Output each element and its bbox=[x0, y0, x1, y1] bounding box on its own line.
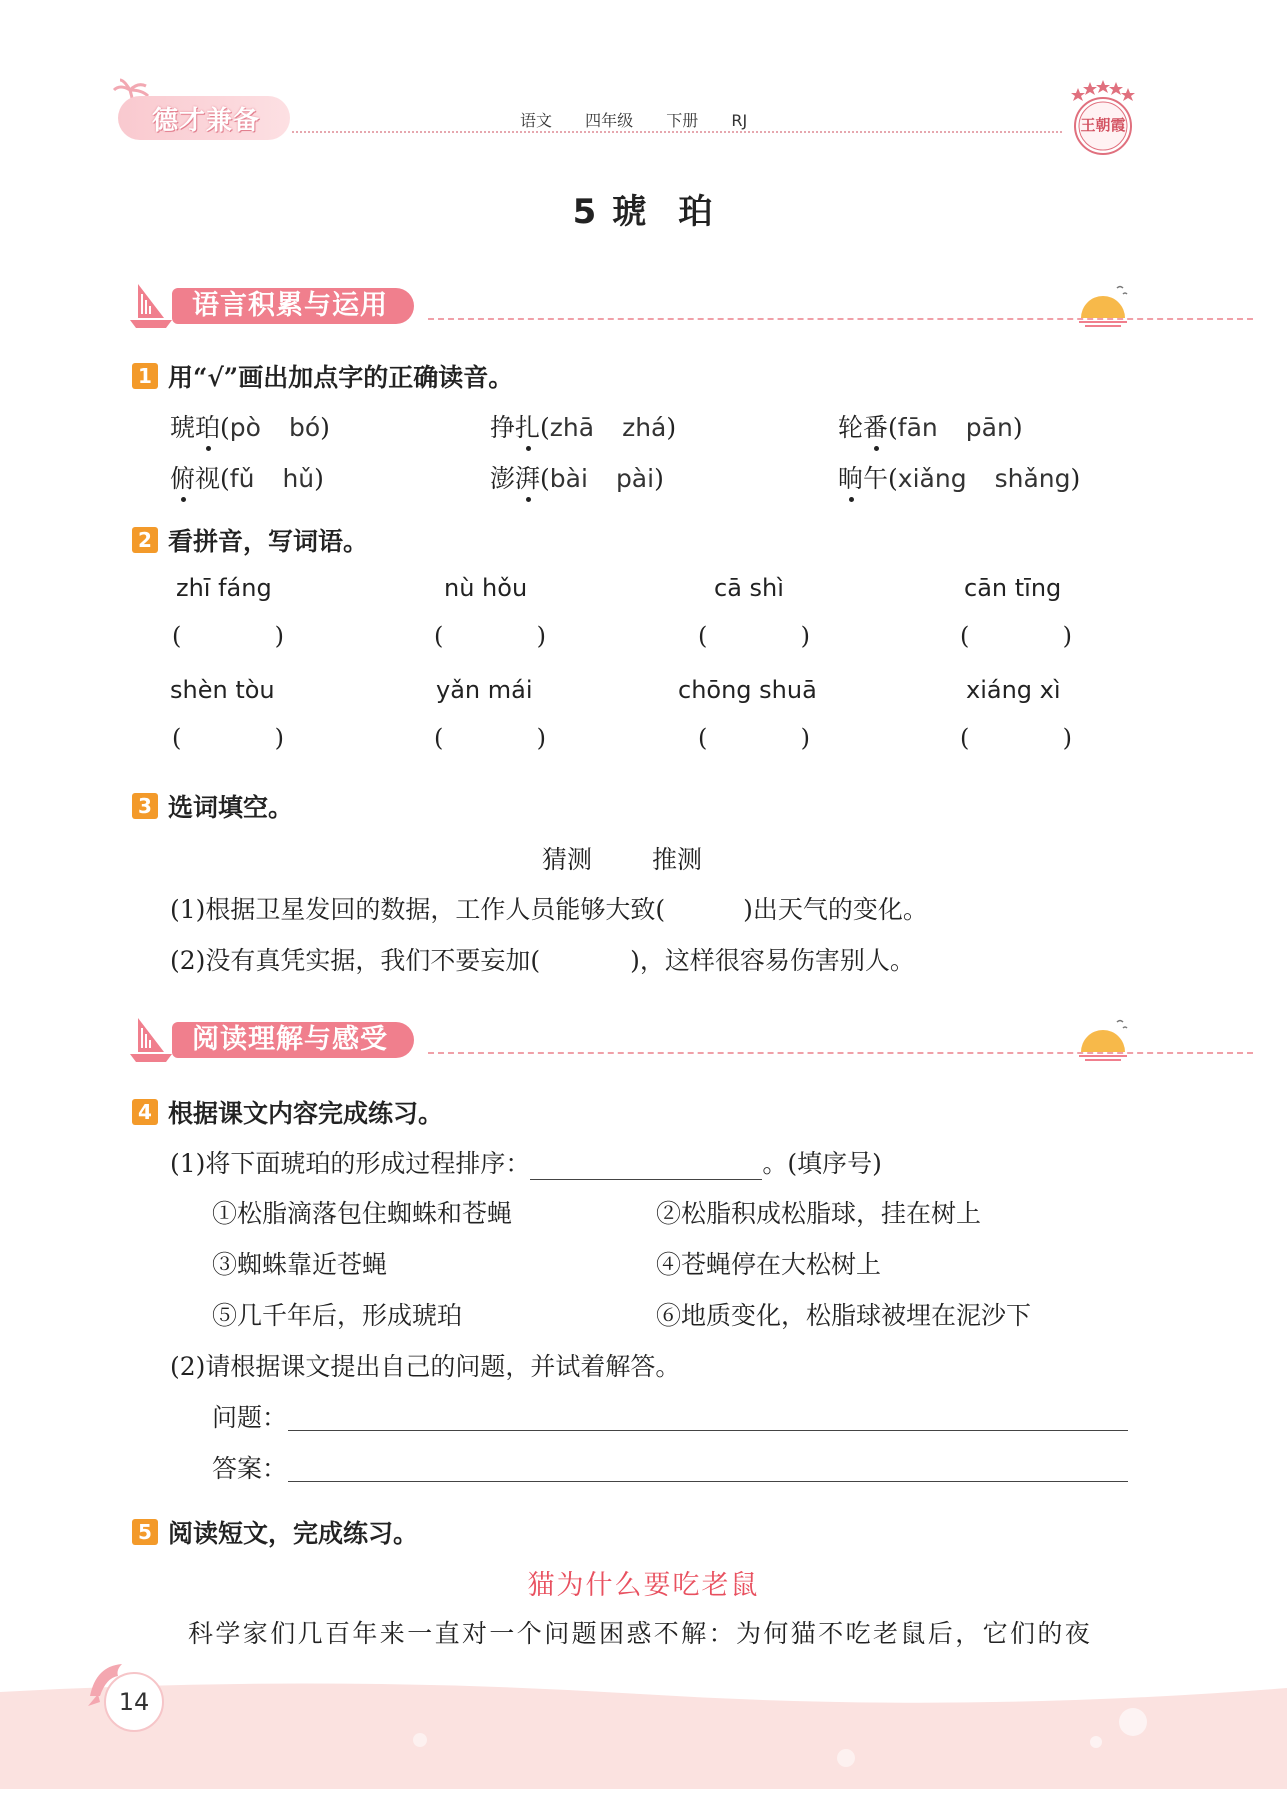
pinyin-prompt: nù hǒu bbox=[444, 574, 528, 602]
step-item: ③蜘蛛靠近苍蝇 bbox=[212, 1250, 388, 1279]
order-answer-line[interactable] bbox=[530, 1153, 762, 1180]
q1-item: 琥珀(pò bó) bbox=[170, 413, 330, 442]
q4-part-2: (2)请根据课文提出自己的问题，并试着解答。 bbox=[170, 1352, 681, 1381]
pinyin-prompt: yǎn mái bbox=[436, 676, 533, 704]
question-number: 2 bbox=[132, 527, 158, 553]
question-2 bbox=[132, 522, 368, 558]
q1-item: 俯视(fǔ hǔ) bbox=[170, 464, 324, 493]
header-meta bbox=[520, 108, 765, 131]
sunset-icon bbox=[1073, 282, 1133, 332]
question-label: 问题： bbox=[212, 1403, 288, 1432]
section-title-reading: 阅读理解与感受 bbox=[172, 1022, 414, 1058]
question-4 bbox=[132, 1094, 443, 1130]
lesson-title-char2: 珀 bbox=[678, 192, 715, 232]
q4-part-1 bbox=[170, 1144, 882, 1180]
sentence-text: (1)将下面琥珀的形成过程排序： bbox=[170, 1149, 531, 1178]
pinyin-option[interactable]: bài bbox=[549, 464, 588, 493]
question-number: 4 bbox=[132, 1099, 158, 1125]
pinyin-prompt: chōng shuā bbox=[678, 676, 817, 704]
answer-blank[interactable]: ( ) bbox=[960, 622, 1072, 650]
lesson-title bbox=[0, 184, 1287, 233]
page-footer bbox=[0, 1680, 1287, 1789]
question-text: 根据课文内容完成练习。 bbox=[168, 1099, 444, 1128]
footer-decoration-icon bbox=[0, 1680, 1287, 1789]
pinyin-option[interactable]: pài bbox=[615, 464, 655, 493]
dotted-char: 俯 bbox=[170, 464, 196, 493]
story-title: 猫为什么要吃老鼠 bbox=[527, 1570, 760, 1601]
word-char: 澎 bbox=[490, 464, 516, 493]
step-item: ⑤几千年后，形成琥珀 bbox=[212, 1301, 463, 1330]
teacher-seal bbox=[1066, 80, 1140, 160]
pinyin-prompt: zhī fáng bbox=[176, 574, 272, 602]
question-text: 选词填空。 bbox=[168, 793, 294, 822]
answer-blank[interactable]: ( ) bbox=[698, 724, 810, 752]
dotted-char: 珀 bbox=[195, 413, 221, 442]
q1-item: 轮番(fān pān) bbox=[838, 413, 1023, 442]
sentence-text: (2)没有真凭实据，我们不要妄加( bbox=[170, 946, 541, 975]
question-5 bbox=[132, 1514, 418, 1550]
dotted-char: 扎 bbox=[515, 413, 541, 442]
seal-text: 王朝霞 bbox=[1080, 116, 1126, 134]
answer-blank[interactable]: ( ) bbox=[434, 622, 546, 650]
word-char: 午 bbox=[863, 464, 889, 493]
q1-item: 澎湃(bài pài) bbox=[490, 464, 664, 493]
sentence-text: )，这样很容易伤害别人。 bbox=[630, 946, 915, 975]
lesson-title-char1: 琥 bbox=[612, 192, 649, 232]
question-number: 3 bbox=[132, 793, 158, 819]
sentence-text: (1)根据卫星发回的数据，工作人员能够大致( bbox=[170, 895, 666, 924]
word-choice: 推测 bbox=[652, 845, 703, 874]
word-choice: 猜测 bbox=[542, 845, 593, 874]
pinyin-option[interactable]: fǔ bbox=[229, 464, 255, 493]
pinyin-option[interactable]: zhā bbox=[549, 413, 595, 442]
word-char: 视 bbox=[195, 464, 221, 493]
q1-item: 挣扎(zhā zhá) bbox=[490, 413, 677, 442]
subject-label: 语文 bbox=[520, 111, 553, 130]
question-text: 阅读短文，完成练习。 bbox=[168, 1519, 419, 1548]
answer-blank[interactable]: ( ) bbox=[960, 724, 1072, 752]
pinyin-option[interactable]: shǎng bbox=[994, 464, 1071, 493]
step-item: ②松脂积成松脂球，挂在树上 bbox=[656, 1199, 982, 1228]
sentence-text: )出天气的变化。 bbox=[743, 895, 928, 924]
answer-blank[interactable]: ( ) bbox=[434, 724, 546, 752]
sunset-icon bbox=[1073, 1016, 1133, 1066]
page-number: 14 bbox=[104, 1672, 164, 1732]
answer-blank[interactable]: ( ) bbox=[172, 622, 284, 650]
sailboat-icon bbox=[128, 1014, 178, 1064]
pinyin-option[interactable]: pān bbox=[965, 413, 1013, 442]
pinyin-prompt: shèn tòu bbox=[170, 676, 275, 704]
answer-blank[interactable]: ( ) bbox=[172, 724, 284, 752]
pinyin-option[interactable]: pò bbox=[229, 413, 261, 442]
story-paragraph: 科学家们几百年来一直对一个问题困惑不解：为何猫不吃老鼠后，它们的夜 bbox=[188, 1619, 1093, 1648]
step-item: ①松脂滴落包住蜘蛛和苍蝇 bbox=[212, 1199, 513, 1228]
word-char: 挣 bbox=[490, 413, 516, 442]
volume-label: 下册 bbox=[666, 111, 699, 130]
question-text: 看拼音，写词语。 bbox=[168, 527, 369, 556]
brand-logo bbox=[118, 86, 290, 142]
pinyin-prompt: xiáng xì bbox=[966, 676, 1061, 704]
word-char: 琥 bbox=[170, 413, 196, 442]
question-text: 用“√”画出加点字的正确读音。 bbox=[168, 363, 514, 392]
pinyin-option[interactable]: hǔ bbox=[282, 464, 315, 493]
sentence-text: 。(填序号) bbox=[762, 1149, 882, 1178]
grade-label: 四年级 bbox=[585, 111, 634, 130]
section-title-language: 语言积累与运用 bbox=[172, 288, 414, 324]
word-bank bbox=[542, 840, 702, 876]
pinyin-option[interactable]: bó bbox=[288, 413, 321, 442]
lesson-number: 5 bbox=[572, 192, 599, 232]
pinyin-prompt: cān tīng bbox=[964, 574, 1062, 602]
section-header-reading bbox=[128, 1008, 1128, 1078]
pinyin-option[interactable]: xiǎng bbox=[897, 464, 967, 493]
question-number: 5 bbox=[132, 1519, 158, 1545]
question-answer-line[interactable] bbox=[288, 1430, 1128, 1431]
pinyin-prompt: cā shì bbox=[714, 574, 784, 602]
question-number: 1 bbox=[132, 363, 158, 389]
dotted-char: 番 bbox=[863, 413, 889, 442]
brand-text: 德才兼备 bbox=[152, 106, 261, 136]
dotted-char: 湃 bbox=[515, 464, 541, 493]
answer-line[interactable] bbox=[288, 1481, 1128, 1482]
question-3 bbox=[132, 788, 293, 824]
section-header-language bbox=[128, 274, 1128, 344]
word-char: 轮 bbox=[838, 413, 864, 442]
answer-label: 答案： bbox=[212, 1454, 288, 1483]
edition-label: RJ bbox=[731, 111, 748, 130]
header-divider bbox=[292, 131, 1062, 133]
step-item: ④苍蝇停在大松树上 bbox=[656, 1250, 882, 1279]
q3-sentence-2 bbox=[170, 941, 915, 977]
step-item: ⑥地质变化，松脂球被埋在泥沙下 bbox=[656, 1301, 1032, 1330]
dotted-char: 晌 bbox=[838, 464, 864, 493]
question-1 bbox=[132, 358, 513, 394]
sailboat-icon bbox=[128, 280, 178, 330]
pinyin-option[interactable]: zhá bbox=[622, 413, 667, 442]
q1-item: 晌午(xiǎng shǎng) bbox=[838, 464, 1081, 493]
pinyin-option[interactable]: fān bbox=[897, 413, 938, 442]
answer-blank[interactable]: ( ) bbox=[698, 622, 810, 650]
q3-sentence-1 bbox=[170, 890, 928, 926]
